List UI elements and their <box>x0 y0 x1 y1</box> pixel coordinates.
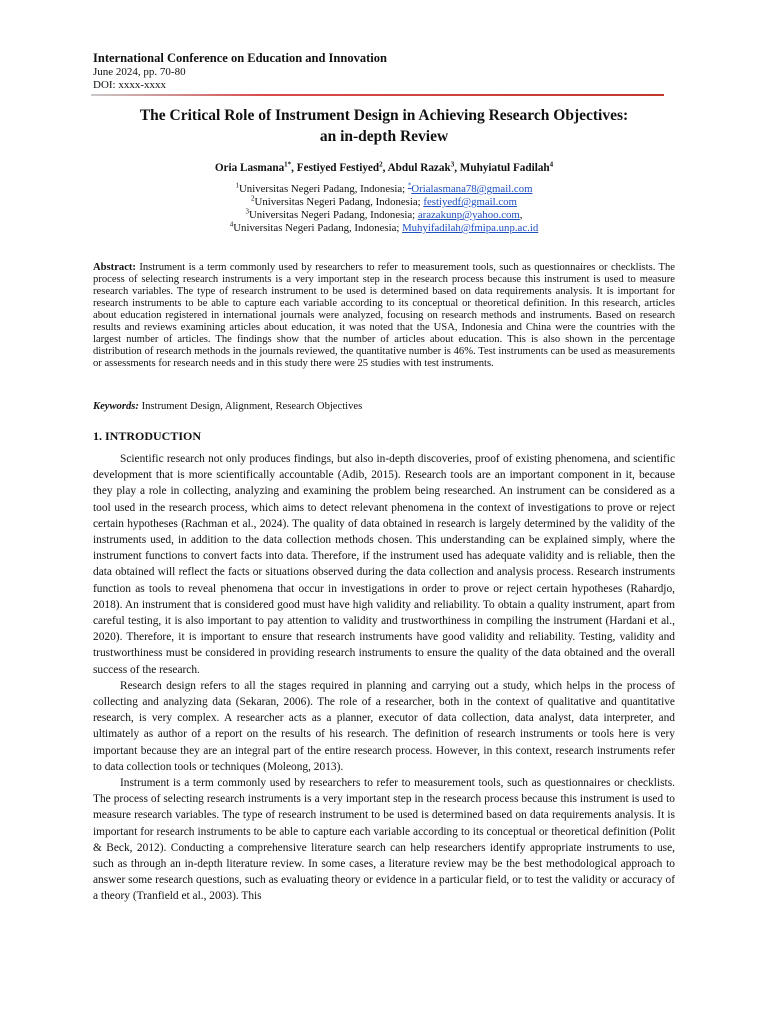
affiliation-sup: 3 <box>245 207 249 216</box>
journal-header <box>93 51 693 92</box>
author-name: Oria Lasmana <box>214 162 285 174</box>
title-line-1: The Critical Role of Instrument Design in Achieving Research Objectives: <box>139 107 629 124</box>
author-name: Abdul Razak <box>387 162 451 174</box>
conference-name: International Conference on Education and Innovation <box>93 51 387 65</box>
title-line-2: an in-depth Review <box>319 128 449 145</box>
affiliation-text: Universitas Negeri Padang, Indonesia; <box>249 209 418 221</box>
keywords-text: Instrument Design, Alignment, Research Objectives <box>141 401 363 412</box>
affiliation: $^3$Universitas Negeri Padang, Indonesia; arazakunp@yahoo.com, <box>245 207 523 221</box>
affiliation-text: Universitas Negeri Padang, Indonesia; <box>233 222 403 234</box>
abstract-label: Abstract: <box>93 262 136 273</box>
author-sup: 2 <box>379 160 383 169</box>
email-sup: * <box>407 181 412 190</box>
affiliation-sup: 1 <box>235 181 239 190</box>
affiliation-list <box>80 183 688 235</box>
affiliation-text: Universitas Negeri Padang, Indonesia; <box>239 183 408 195</box>
author-sup: 3 <box>450 160 455 169</box>
header-rule <box>91 94 664 96</box>
author-name: Festiyed Festiyed <box>296 162 380 174</box>
author-sup: 1* <box>284 160 292 169</box>
author-name: Muhyiatul Fadilah <box>459 162 550 174</box>
email-link[interactable]: Orialasmana78@gmail.com <box>411 183 533 195</box>
keywords-label: Keywords: <box>93 401 139 412</box>
affiliation <box>80 196 688 209</box>
affiliation-sup: 4 <box>229 220 234 229</box>
abstract-text: Instrument is a term commonly used by researchers to refer to measurement tools, such as questionnaires or checklists. The process of selecting research instruments is a very important step in the research process because this instrument is used to measure research variables. The type of research instrument to be used is determined based on data requirements analysis. It is important for research instruments to be able to capture each variable according to its conceptual or theoretical definition. In this research, articles about education registered in international journals were analyzed, focusing on research methods and instruments. Based on research results and reviews examining articles about education, it was noted that the USA, Indonesia and China were the countries with the largest number of articles. The findings show that the number of articles about education. This is also shown in the percentage distribution of research methods in the journals reviewed, the quantitative number is 46%. Test instruments can be used as measurements or assessments for research needs and in this study there were 25 studies with test instruments. <box>93 262 676 369</box>
author-list: Oria Lasmana$^{1*}$, Festiyed Festiyed$^2$, Abdul Razak$^3$, Muhyiatul Fadilah$^4$ <box>214 160 554 174</box>
email-link[interactable]: Muhyifadilah@fmipa.unp.ac.id <box>402 222 539 234</box>
section-heading-introduction: 1. INTRODUCTION <box>93 429 202 443</box>
keywords <box>93 400 675 413</box>
body-paragraph: Instrument is a term commonly used by researchers to refer to measurement tools, such as questionnaires or checklists. The process of selecting research instruments is a very important step in the research process because this instrument is used to measure research variables. The type of research instrument to be used is determined based on data requirements analysis. It is important for research instruments to be able to capture each variable according to its conceptual or theoretical definition (Polit & Beck, 2012). Conducting a comprehensive literature search can help researchers identify appropriate instruments to use, such as through an in-depth literature review. In some cases, a literature review may be the best methodological approach to answer some research questions, such as evaluating theory or evidence in a particular field, or to test the validity or accuracy of a theory (Tranfield et al., 2003). This <box>93 777 675 903</box>
affiliation <box>80 222 688 235</box>
body-paragraph: Research design refers to all the stages required in planning and carrying out a study, which helps in the process of collecting and analyzing data (Sekaran, 2006). The role of a researcher, both in the context of qualitative and quantitative research, is very complex. A researcher acts as a planner, executor of data collection, data analyst, data interpreter, and ultimately as author of a report on the results of his research. The definition of research instruments or tools here is very important because they are an integral part of the entire research process. However, in this context, research instruments refer to data collection tools or techniques (Moleong, 2013). <box>93 679 675 773</box>
email-link[interactable]: festiyedf@gmail.com <box>423 196 517 208</box>
affiliation-text: Universitas Negeri Padang, Indonesia; <box>254 196 424 208</box>
author-sup: 4 <box>549 160 554 169</box>
email-link[interactable]: arazakunp@yahoo.com <box>417 209 520 221</box>
section-body-introduction <box>93 451 675 905</box>
affiliation <box>80 183 688 196</box>
issue-info: June 2024, pp. 70-80 <box>93 66 186 78</box>
paper-title <box>80 105 688 147</box>
doi: DOI: xxxx-xxxx <box>93 79 167 91</box>
affiliation-sup: 2 <box>251 194 255 203</box>
abstract <box>93 262 675 370</box>
body-paragraph: Scientific research not only produces findings, but also in-depth discoveries, proof of existing phenomena, and scientific development that is more scientifically accountable (Adib, 2015). Research tools are an important component in it, because they play a role in collecting, analyzing and examining the problem being researched. An instrument can be considered as a tool used in the research process, which aims to detect relevant phenomena in the context of investigations to prove or reject certain hypotheses (Rachman et al., 2024). The quality of data obtained in research is largely determined by the validity of the instruments used, in addition to the data collection methods chosen. This understanding can be explained simply, where the instrument functions to convert facts into data. Therefore, if the instrument used has adequate validity and is reliable, then the data obtained will reflect the facts or situations observed during the data collection and analysis process. Research instruments function as tools to reveal phenomena that occur in investigations in order to prove or reject certain hypotheses (Rahardjo, 2018). An instrument that is considered good must have high validity and reliability. To obtain a quality instrument, apart from careful testing, it is also important to pay attention to validity and trustworthiness in compiling the instrument (Hardani et al., 2020). Therefore, it is important to ensure that research instruments have good validity and reliability. Testing, validity and trustworthiness must be considered in providing research instruments to ensure the quality of the data obtained and the overall success of the research. <box>93 453 675 676</box>
